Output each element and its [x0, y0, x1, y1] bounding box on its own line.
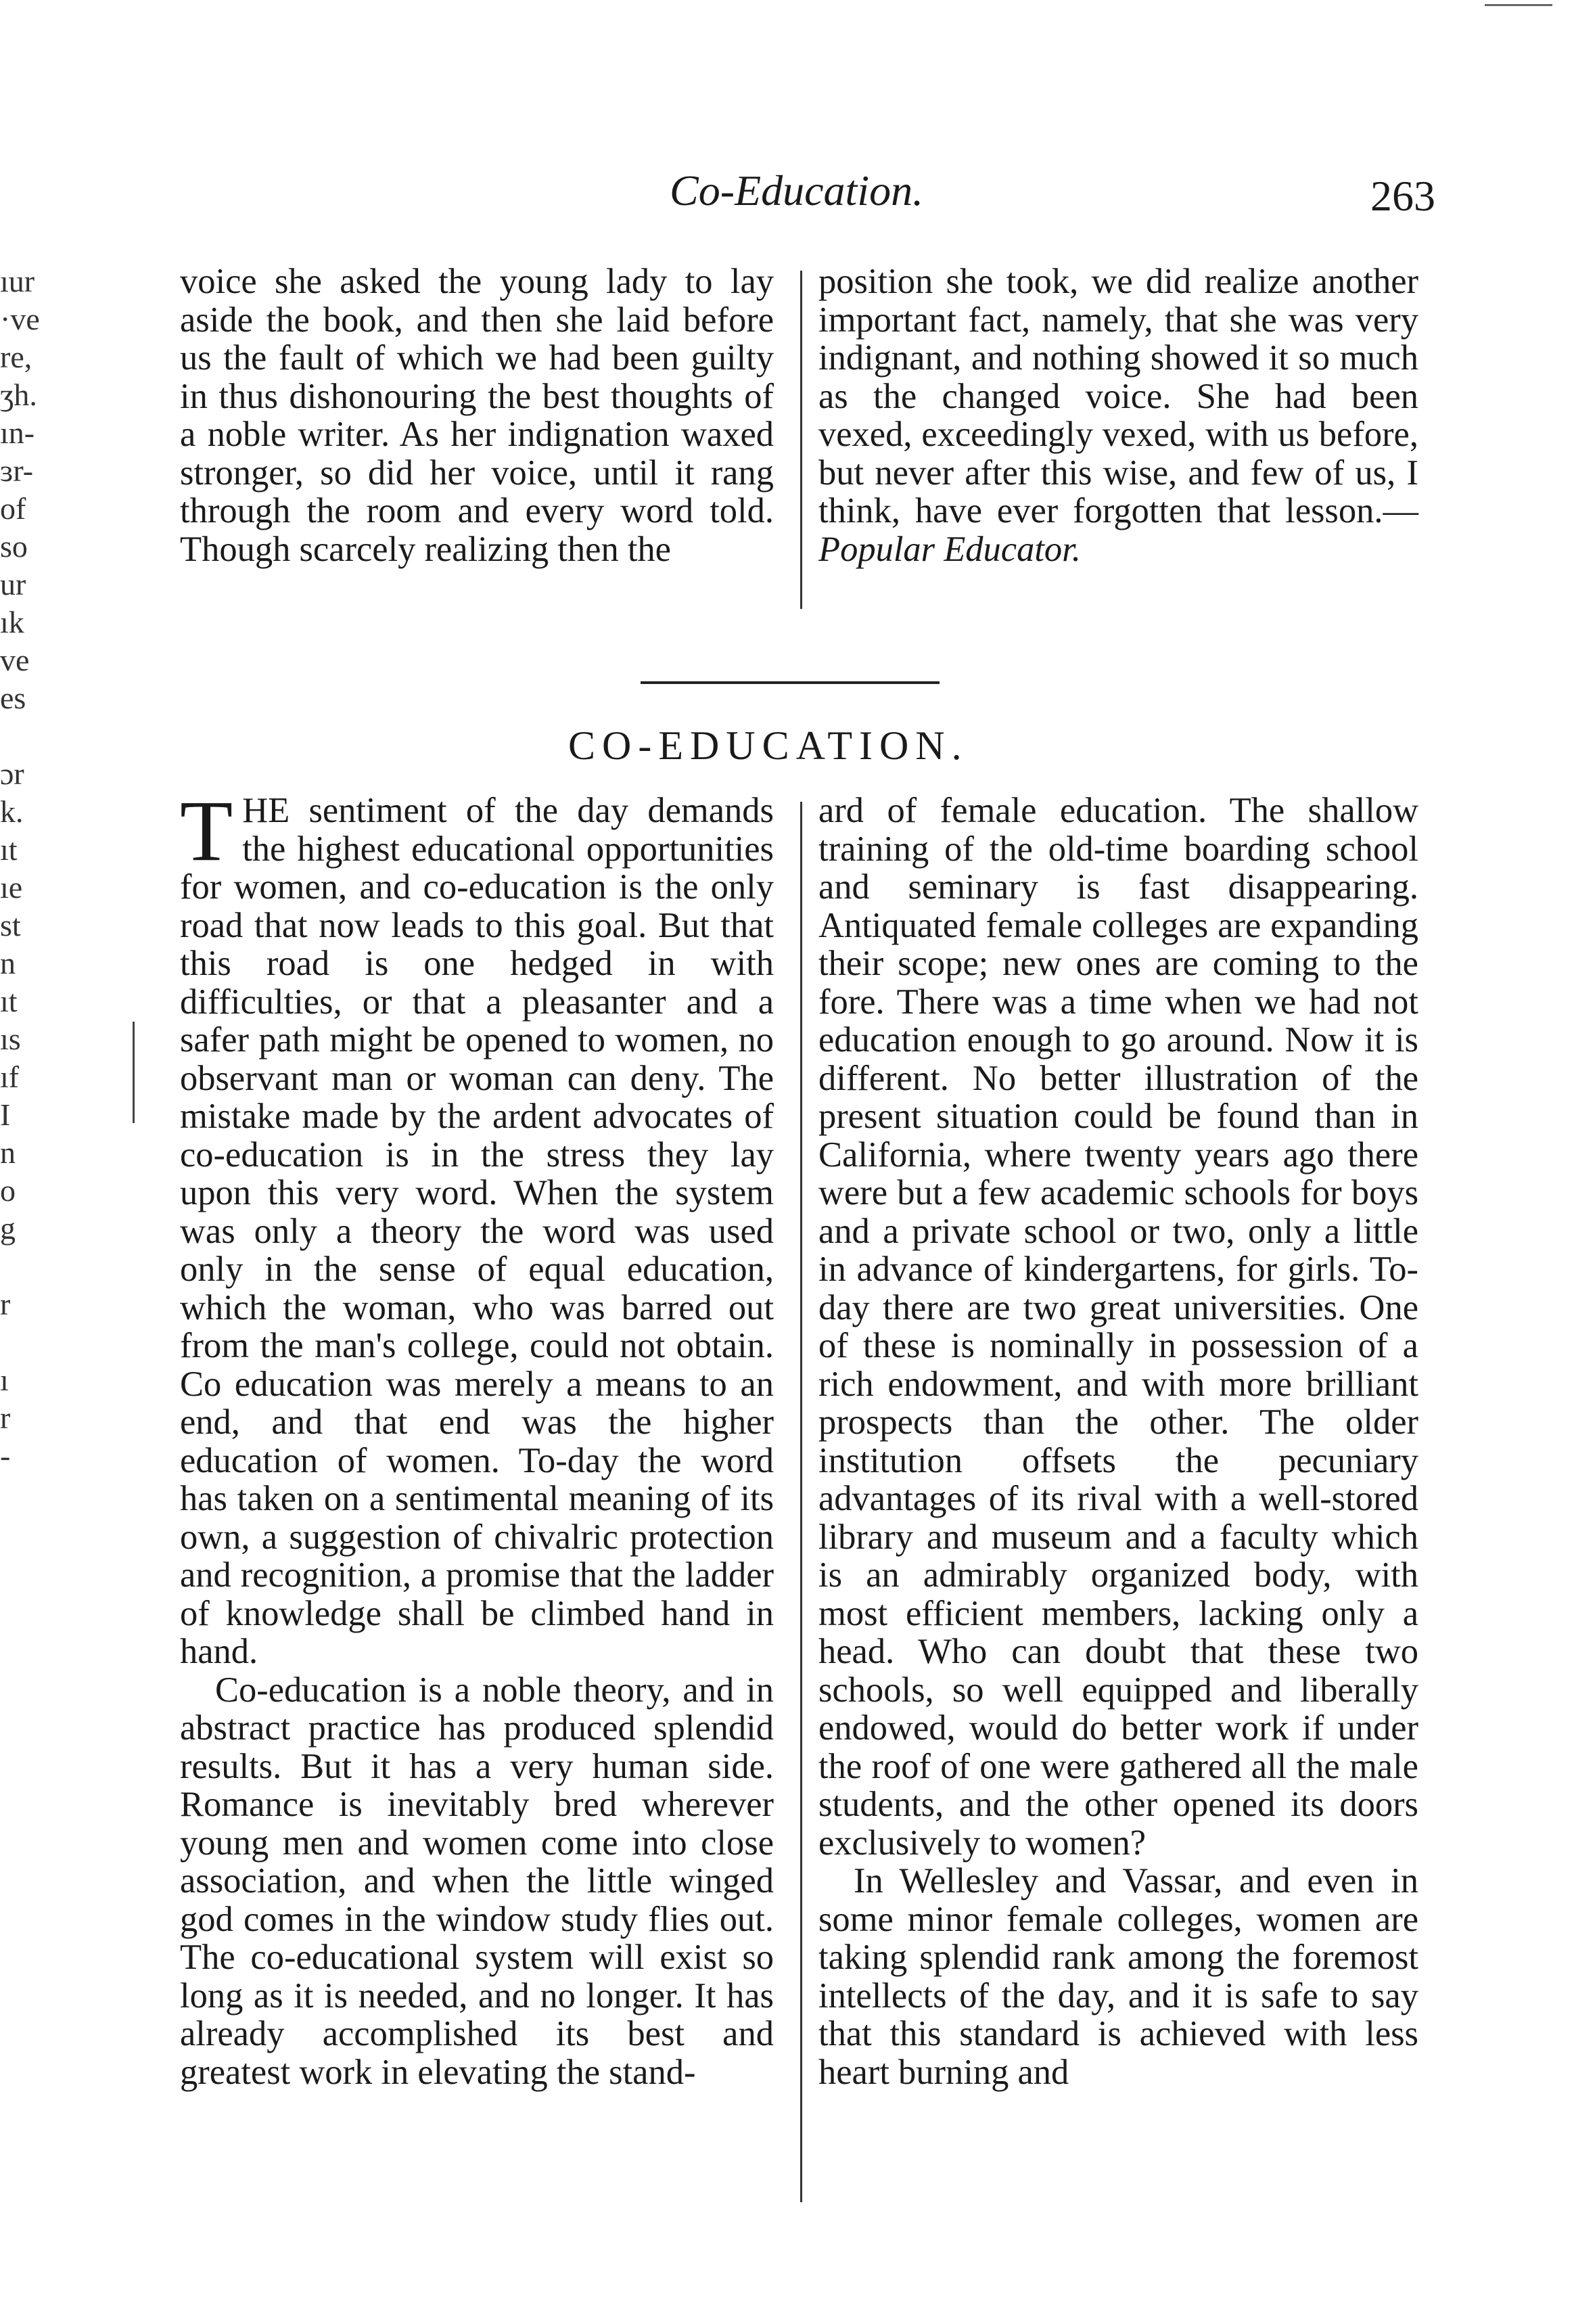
paragraph-text: HE sentiment of the day demands the highest educational opportunities for women, and co-education is the only road that now leads to this goal. But that this road is one hedged in with difficulties, or that a pleasanter and a safer path might be opened to women, no observant man or woman can deny. The mistake made by the ardent advocates of co-education is in the stress they lay upon this very word. When the system was only a theory the word was used only in the sense of equal education, which the woman, who was barred out from the man's college, could not obtain. Co education was merely a means to an end, and that end was the higher education of women. To-day the word has taken on a sentimental meaning of its own, a suggestion of chivalric protection and recognition, a promise that the ladder of knowledge shall be climbed hand in hand.: [180, 791, 774, 1671]
section-divider: [641, 681, 940, 684]
paragraph-text: position she took, we did realize another important fact, namely, that she was very indignant, and nothing showed it so much as the changed voice. She had been vexed, exceedingly vexed, with us before, but never after this wise, and few of us, I think, have ever forgotten that lesson.—: [818, 262, 1418, 530]
margin-fragment: r: [0, 1400, 11, 1435]
margin-fragment: so: [0, 529, 28, 564]
margin-fragment: ık: [0, 605, 24, 639]
margin-fragment: ıur: [0, 264, 35, 298]
margin-fragment: I: [0, 1097, 11, 1132]
article-right-column: [818, 792, 1418, 2091]
margin-fragment: ıt: [0, 832, 18, 867]
margin-fragment: ıe: [0, 870, 23, 905]
margin-fragment: ın-: [0, 415, 35, 450]
running-title: Co-Education.: [670, 166, 924, 214]
article-heading: CO-EDUCATION.: [568, 723, 969, 768]
margin-fragment: ve: [0, 643, 30, 677]
margin-fragment: k.: [0, 794, 24, 829]
margin-fragment: es: [0, 681, 26, 715]
page-number: 263: [1370, 172, 1435, 220]
margin-fragments: [0, 263, 74, 1475]
page-top-rule: [1485, 4, 1552, 6]
margin-fragment: ıt: [0, 984, 18, 1018]
article-left-column: [180, 783, 774, 2092]
margin-fragment: [0, 1248, 74, 1285]
margin-fragment: n: [0, 946, 16, 980]
margin-fragment: st: [0, 908, 21, 942]
margin-fragment: ·ve: [0, 302, 40, 336]
margin-fragment: o: [0, 1173, 16, 1208]
source-attribution: Popular Educator.: [818, 529, 1081, 569]
paragraph: [818, 263, 1418, 568]
margin-fragment: ʒh.: [0, 378, 37, 412]
paragraph: Co-education is a noble theory, and in abstract practice has produced splendid results. But it has a very human side. Romance is inevitably bred wherever young men and women come into close association, and when the little winged god comes in the window study flies out. The co-educational system will exist so long as it is needed, and no longer. It has already accomplished its best and greatest work in elevating the stand-: [180, 1670, 774, 2092]
margin-fragment: re,: [0, 340, 32, 374]
column-rule: [800, 271, 802, 609]
margin-fragment: of: [0, 491, 26, 526]
column-rule: [800, 802, 802, 2202]
stray-margin-rule: [133, 1022, 135, 1123]
paragraph: voice she asked the young lady to lay aside the book, and then she laid before us the fault of which we had been guilty in thus dishonouring the best thoughts of a noble writer. As her indignation waxed stronger, so did her voice, until it rang through the room and every word told. Though scarcely realizing then the: [180, 262, 774, 569]
margin-fragment: ıs: [0, 1022, 21, 1056]
previous-article-left-column: [180, 263, 774, 568]
previous-article-right-column: [818, 263, 1418, 568]
margin-fragment: ıf: [0, 1060, 20, 1094]
margin-fragment: ɔr: [0, 756, 24, 791]
margin-fragment: n: [0, 1135, 16, 1170]
margin-fragment: r: [0, 1287, 11, 1321]
margin-fragment: [0, 1323, 74, 1361]
margin-fragment: ɜr-: [0, 453, 34, 488]
margin-fragment: [0, 717, 74, 755]
margin-fragment: ı: [0, 1363, 9, 1397]
paragraph: In Wellesley and Vassar, and even in some minor female colleges, women are taking splendid rank among the foremost intellects of the day, and it is safe to say that this standard is achieved with less heart burning and: [818, 1861, 1418, 2092]
margin-fragment: g: [0, 1211, 16, 1246]
margin-fragment: -: [0, 1438, 11, 1473]
paragraph: ard of female education. The shallow training of the old-time boarding school and seminary is fast disappearing. Antiquated female colleges are expanding their scope; new ones are coming to the fore. There was a time when we had not education enough to go around. Now it is different. No better illustration of the present situation could be found than in California, where twenty years ago there were but a few academic schools for boys and a private school or two, only a little in advance of kindergartens, for girls. To-day there are two great universities. One of these is nominally in possession of a rich endowment, and with more brilliant prospects than the other. The older institution offsets the pecuniary advantages of its rival with a well-stored library and museum and a faculty which is an admirably organized body, with most efficient members, lacking only a head. Who can doubt that these two schools, so well equipped and liberally endowed, would do better work if under the roof of one were gathered all the male students, and the other opened its doors exclusively to women?: [818, 791, 1418, 1863]
margin-fragment: ur: [0, 567, 26, 601]
drop-cap: T: [180, 783, 233, 879]
paragraph: [180, 783, 774, 1671]
